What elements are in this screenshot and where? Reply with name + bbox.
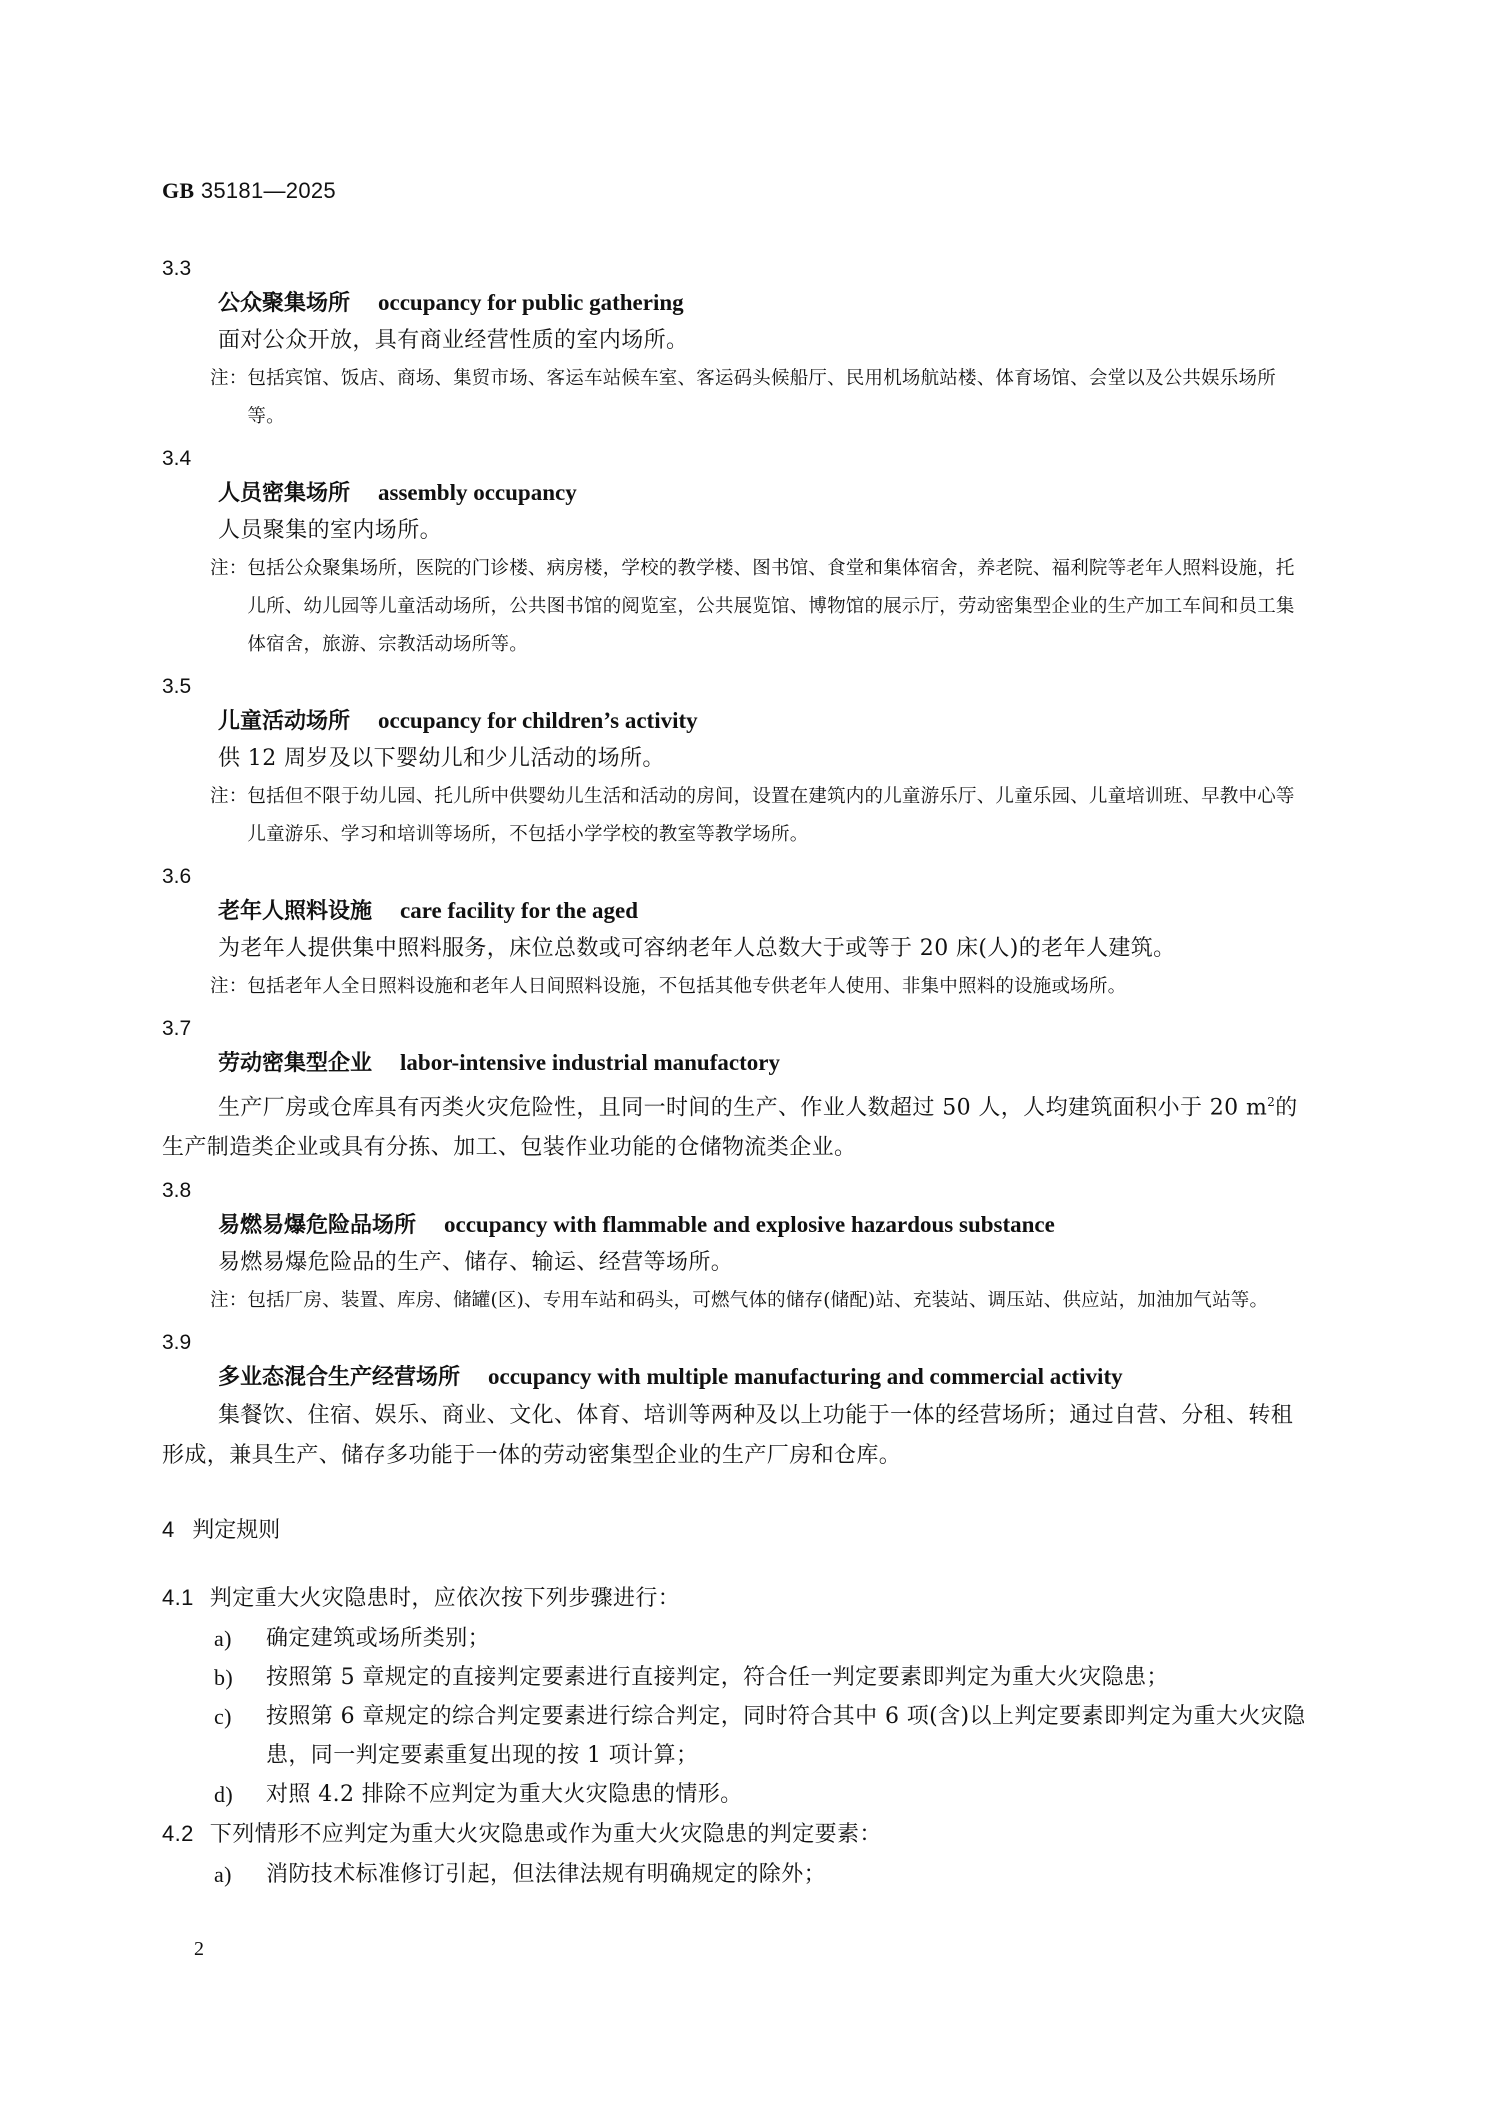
term-number: 3.5 (162, 675, 192, 698)
clause-number: 4.1 (162, 1585, 194, 1611)
term-title (162, 1358, 1312, 1396)
clause-4-2 (162, 1814, 1312, 1855)
clause-text: 判定重大火灾隐患时，应依次按下列步骤进行： (209, 1586, 681, 1612)
list-item-label: d) (214, 1782, 234, 1808)
term-zh: 人员密集场所 (218, 480, 351, 506)
list-item (162, 1775, 1312, 1814)
note-text: 包括宾馆、饭店、商场、集贸市场、客运车站候车室、客运码头候船厅、民用机场航站楼、体育场馆、会堂以及公共娱乐场所等。 (247, 368, 1276, 427)
note-text: 包括厂房、装置、库房、储罐(区)、专用车站和码头，可燃气体的储存(储配)站、充装站、调压站、供应站，加油加气站等。 (247, 1290, 1269, 1312)
term-en: care facility for the aged (400, 898, 639, 923)
term-number: 3.7 (162, 1017, 192, 1040)
term-note (162, 550, 1312, 664)
term-zh: 易燃易爆危险品场所 (218, 1212, 417, 1239)
term-definition (162, 1082, 1312, 1168)
term-title (162, 892, 1312, 930)
term-title (162, 284, 1312, 322)
term-note (162, 778, 1312, 854)
term-en: occupancy with flammable and explosive hazardous substance (444, 1212, 1055, 1238)
term-note (162, 360, 1312, 436)
term-number: 3.8 (162, 1179, 192, 1203)
list-item-text: 确定建筑或场所类别； (266, 1626, 491, 1652)
term-note (162, 1282, 1312, 1320)
term-title (162, 474, 1312, 512)
standard-code: GB (162, 178, 195, 203)
term-en: occupancy with multiple manufacturing and commercial activity (488, 1364, 1123, 1390)
list-item (162, 1658, 1312, 1697)
clause-text: 下列情形不应判定为重大火灾隐患或作为重大火灾隐患的判定要素： (209, 1822, 882, 1848)
term-definition: 为老年人提供集中照料服务，床位总数或可容纳老年人总数大于或等于 20 床(人)的老年人建筑。 (218, 936, 1176, 961)
term-en: assembly occupancy (378, 480, 577, 505)
list-item-text: 对照 4.2 排除不应判定为重大火灾隐患的情形。 (266, 1782, 743, 1808)
list-item-label: a) (214, 1862, 232, 1888)
clause-number: 4.2 (162, 1821, 194, 1847)
term-zh: 多业态混合生产经营场所 (218, 1364, 461, 1391)
section-title: 判定规则 (192, 1518, 281, 1544)
term-entry (162, 1175, 1312, 1320)
note-text: 包括公众聚集场所，医院的门诊楼、病房楼，学校的教学楼、图书馆、食堂和集体宿舍，养老院、福利院等老年人照料设施，托儿所、幼儿园等儿童活动场所，公共图书馆的阅览室，公共展览馆、博物馆的展示厅，劳动密集型企业的生产加工车间和员工集体宿舍，旅游、宗教活动场所等。 (247, 558, 1295, 655)
term-number: 3.6 (162, 865, 192, 888)
term-note (162, 968, 1312, 1006)
list-item-label: c) (214, 1704, 232, 1730)
term-zh: 老年人照料设施 (218, 898, 373, 924)
standard-number: 35181—2025 (200, 178, 336, 203)
list-item (162, 1619, 1312, 1658)
note-label: 注： (210, 368, 248, 389)
term-entry (162, 1327, 1312, 1476)
definition-part-a: 生产厂房或仓库具有丙类火灾危险性，且同一时间的生产、作业人数超过 50 人，人均建筑面积小于 20 m (218, 1095, 1268, 1121)
definition-part-b: 的生产制造类企业或具有分拣、加工、包装作业功能的仓储物流类企业。 (162, 1095, 1298, 1161)
term-title (162, 702, 1312, 740)
term-zh: 劳动密集型企业 (218, 1050, 373, 1076)
term-entry (162, 671, 1312, 854)
list-item-text: 消防技术标准修订引起，但法律法规有明确规定的除外； (266, 1862, 827, 1888)
term-number: 3.9 (162, 1331, 192, 1355)
list-item-label: a) (214, 1626, 232, 1652)
term-number: 3.3 (162, 257, 192, 280)
term-zh: 公众聚集场所 (218, 290, 351, 316)
term-definition: 供 12 周岁及以下婴幼儿和少儿活动的场所。 (218, 746, 665, 771)
term-definition: 面对公众开放，具有商业经营性质的室内场所。 (218, 328, 689, 353)
clause-4-1 (162, 1578, 1312, 1619)
term-definition: 集餐饮、住宿、娱乐、商业、文化、体育、培训等两种及以上功能于一体的经营场所；通过自营、分租、转租形成，兼具生产、储存多功能于一体的劳动密集型企业的生产厂房和仓库。 (162, 1403, 1294, 1469)
page-header (162, 178, 336, 204)
term-definition: 人员聚集的室内场所。 (218, 518, 443, 543)
list-item (162, 1697, 1312, 1775)
note-label: 注： (210, 786, 248, 807)
note-label: 注： (210, 976, 248, 997)
note-text: 包括但不限于幼儿园、托儿所中供婴幼儿生活和活动的房间，设置在建筑内的儿童游乐厅、儿童乐园、儿童培训班、早教中心等儿童游乐、学习和培训等场所，不包括小学学校的教室等教学场所。 (247, 786, 1295, 845)
note-text: 包括老年人全日照料设施和老年人日间照料设施，不包括其他专供老年人使用、非集中照料的设施或场所。 (247, 976, 1127, 997)
section-heading (162, 1510, 1312, 1550)
term-en: occupancy for public gathering (378, 290, 684, 315)
term-en: occupancy for children’s activity (378, 708, 698, 733)
note-label: 注： (210, 1290, 248, 1312)
page-number: 2 (194, 1938, 204, 1960)
term-number: 3.4 (162, 447, 192, 470)
definition-superscript: 2 (1267, 1095, 1276, 1109)
list-item-label: b) (214, 1665, 234, 1691)
list-item (162, 1855, 1312, 1894)
list-item-text: 按照第 5 章规定的直接判定要素进行直接判定，符合任一判定要素即判定为重大火灾隐患； (266, 1665, 1169, 1691)
note-label: 注： (210, 558, 248, 579)
list-item-text: 按照第 6 章规定的综合判定要素进行综合判定，同时符合其中 6 项(含)以上判定要素即判定为重大火灾隐患，同一判定要素重复出现的按 1 项计算； (266, 1704, 1306, 1769)
term-title (162, 1206, 1312, 1244)
term-title (162, 1044, 1312, 1082)
page-content (162, 246, 1312, 1894)
term-zh: 儿童活动场所 (218, 708, 351, 734)
term-entry (162, 443, 1312, 664)
term-entry (162, 861, 1312, 1006)
term-entry (162, 1013, 1312, 1168)
term-entry (162, 253, 1312, 436)
section-number: 4 (162, 1517, 175, 1543)
term-definition: 易燃易爆危险品的生产、储存、输运、经营等场所。 (218, 1250, 734, 1276)
term-en: labor-intensive industrial manufactory (400, 1050, 780, 1075)
